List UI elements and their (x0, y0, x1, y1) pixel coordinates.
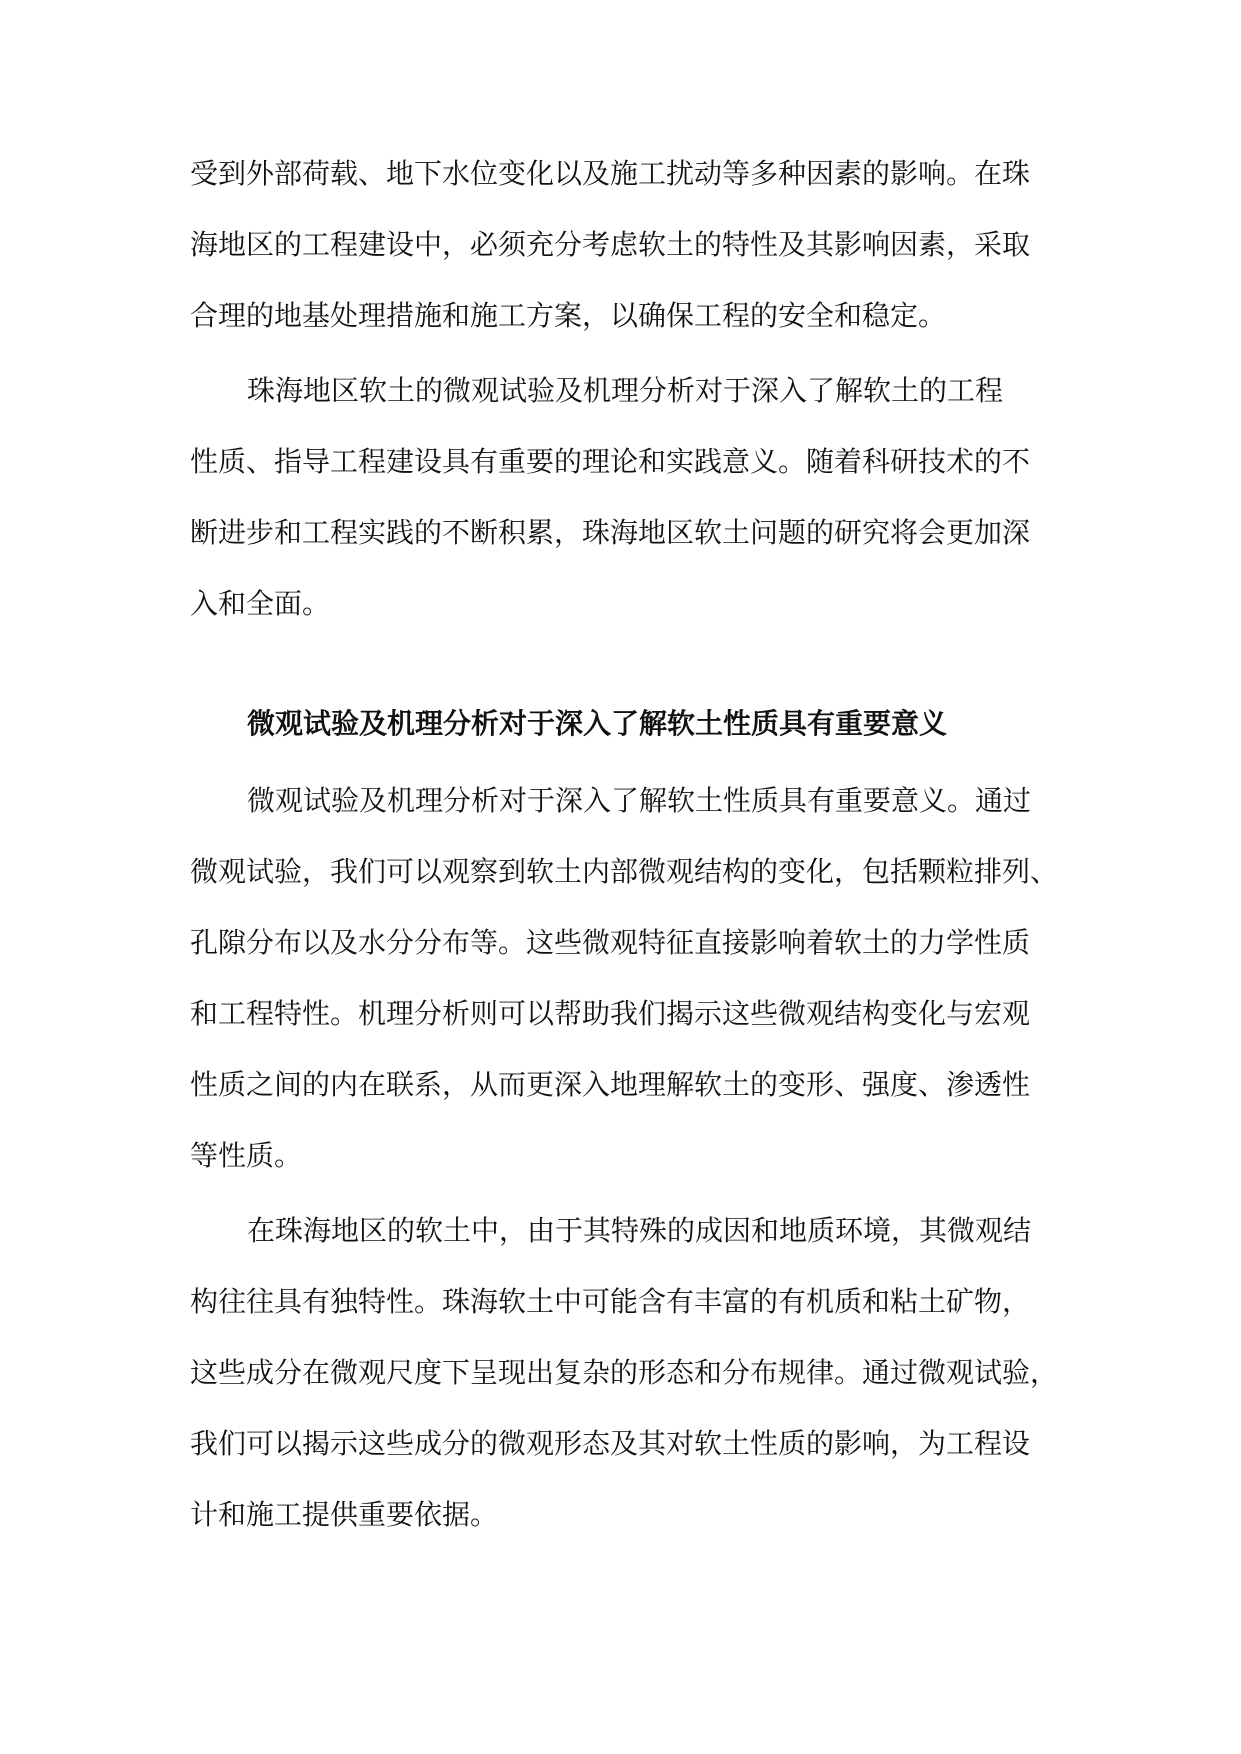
section-heading: 微观试验及机理分析对于深入了解软土性质具有重要意义 (247, 707, 948, 740)
paragraph-2-line-4: 入和全面。 (190, 587, 331, 620)
paragraph-4-line-1: 在珠海地区的软土中，由于其特殊的成因和地质环境，其微观结 (247, 1214, 1032, 1247)
paragraph-3-line-2: 微观试验，我们可以观察到软土内部微观结构的变化，包括颗粒排列、 (190, 855, 1059, 888)
paragraph-4-line-3: 这些成分在微观尺度下呈现出复杂的形态和分布规律。通过微观试验， (190, 1356, 1059, 1389)
paragraph-2-line-1: 珠海地区软土的微观试验及机理分析对于深入了解软土的工程 (247, 374, 1004, 407)
paragraph-3-line-6: 等性质。 (190, 1139, 303, 1172)
paragraph-3-line-1: 微观试验及机理分析对于深入了解软土性质具有重要意义。通过 (247, 784, 1032, 817)
paragraph-4-line-5: 计和施工提供重要依据。 (190, 1498, 499, 1531)
paragraph-2-line-3: 断进步和工程实践的不断积累，珠海地区软土问题的研究将会更加深 (190, 516, 1031, 549)
paragraph-4-line-2: 构往往具有独特性。珠海软土中可能含有丰富的有机质和粘土矿物， (190, 1285, 1031, 1318)
paragraph-3-line-3: 孔隙分布以及水分分布等。这些微观特征直接影响着软土的力学性质 (190, 926, 1031, 959)
paragraph-4-line-4: 我们可以揭示这些成分的微观形态及其对软土性质的影响，为工程设 (190, 1427, 1031, 1460)
paragraph-3-line-4: 和工程特性。机理分析则可以帮助我们揭示这些微观结构变化与宏观 (190, 997, 1031, 1030)
paragraph-1-line-3: 合理的地基处理措施和施工方案，以确保工程的安全和稳定。 (190, 299, 947, 332)
paragraph-3-line-5: 性质之间的内在联系，从而更深入地理解软土的变形、强度、渗透性 (190, 1068, 1031, 1101)
paragraph-2-line-2: 性质、指导工程建设具有重要的理论和实践意义。随着科研技术的不 (190, 445, 1031, 478)
paragraph-1-line-2: 海地区的工程建设中，必须充分考虑软土的特性及其影响因素，采取 (190, 228, 1031, 261)
paragraph-1-line-1: 受到外部荷载、地下水位变化以及施工扰动等多种因素的影响。在珠 (190, 157, 1031, 190)
